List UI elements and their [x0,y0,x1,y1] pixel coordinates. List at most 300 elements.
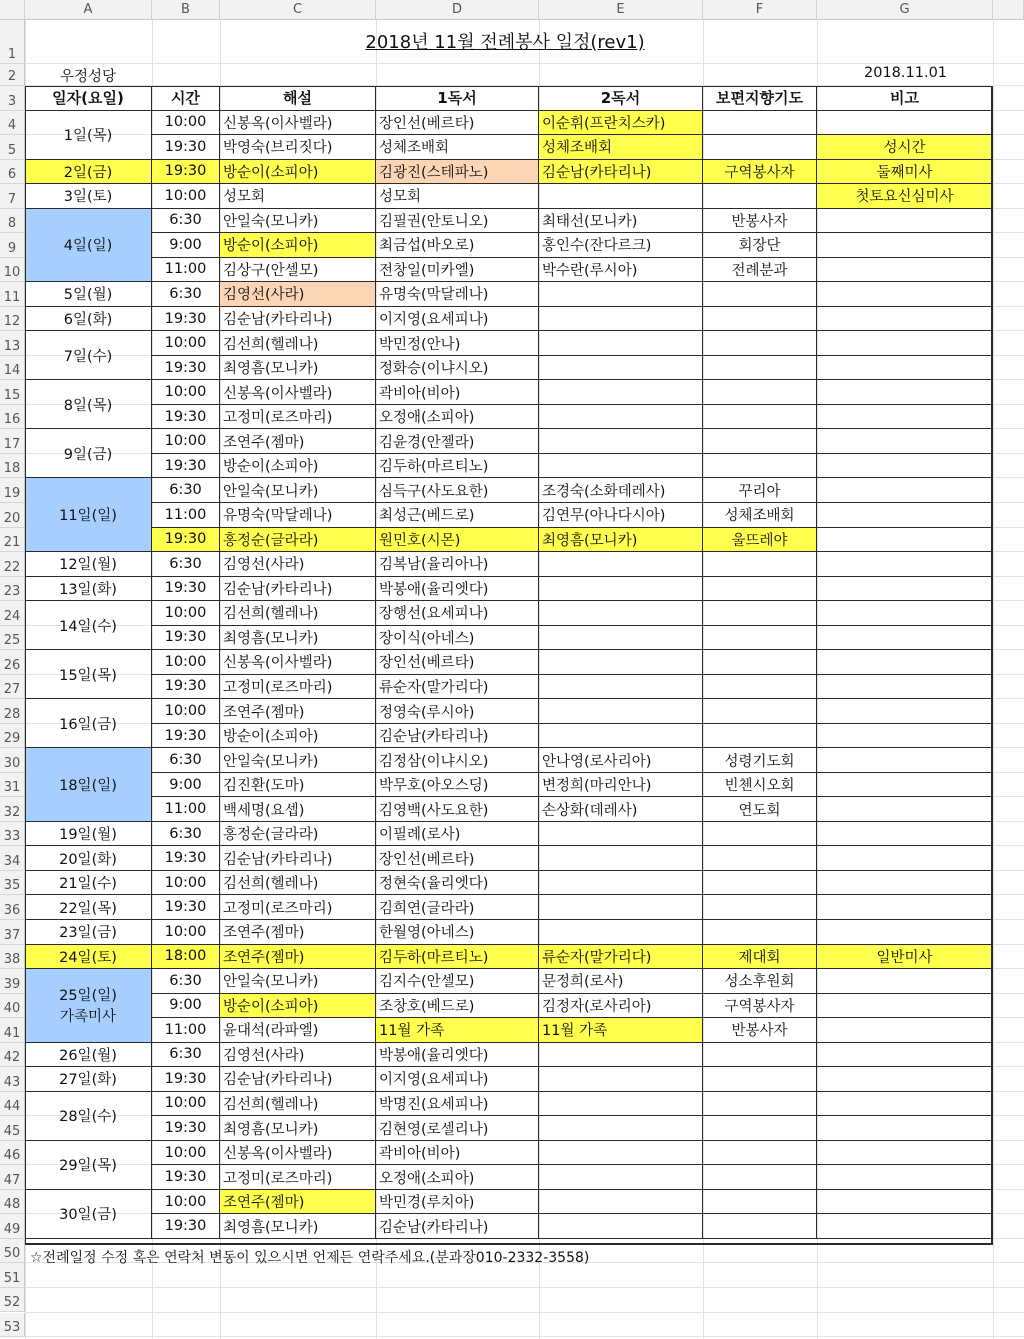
commentary-cell[interactable]: 조연주(젬마) [220,429,376,454]
prayer-group-cell[interactable] [703,577,817,602]
column-header-f[interactable]: F [703,0,817,20]
date-cell[interactable] [25,184,152,209]
date-cell[interactable] [25,1043,152,1068]
note-cell[interactable] [817,822,993,847]
commentary-cell[interactable]: 김선희(헬레나) [220,871,376,896]
time-cell[interactable]: 10:00 [152,380,220,405]
first-reading-cell[interactable]: 김순남(카타리나) [376,724,539,749]
note-cell[interactable] [817,994,993,1019]
prayer-group-cell[interactable]: 전례분과 [703,258,817,283]
first-reading-cell[interactable]: 박민정(안나) [376,331,539,356]
commentary-cell[interactable]: 김선희(헬레나) [220,331,376,356]
row-header[interactable]: 3 [0,86,25,111]
header-date[interactable]: 일자(요일) [25,86,152,111]
row-header[interactable]: 15 [0,380,25,405]
date-cell[interactable] [25,552,152,577]
note-cell[interactable] [817,797,993,822]
prayer-group-cell[interactable] [703,920,817,945]
first-reading-cell[interactable]: 장행선(요세피나) [376,601,539,626]
second-reading-cell[interactable]: 문정희(로사) [539,969,703,994]
second-reading-cell[interactable]: 김순남(카타리나) [539,160,703,185]
note-cell[interactable] [817,1141,993,1166]
second-reading-cell[interactable] [539,626,703,651]
prayer-group-cell[interactable]: 빈첸시오회 [703,773,817,798]
date-cell[interactable] [25,1067,152,1092]
note-cell[interactable] [817,846,993,871]
row-header[interactable]: 45 [0,1116,25,1141]
note-cell[interactable] [817,1043,993,1068]
time-cell[interactable]: 10:00 [152,1190,220,1215]
note-cell[interactable] [817,650,993,675]
prayer-group-cell[interactable] [703,1116,817,1141]
row-header[interactable]: 28 [0,699,25,724]
time-cell[interactable]: 6:30 [152,822,220,847]
commentary-cell[interactable]: 조연주(젬마) [220,1190,376,1215]
time-cell[interactable]: 11:00 [152,258,220,283]
time-cell[interactable]: 6:30 [152,969,220,994]
note-cell[interactable] [817,307,993,332]
second-reading-cell[interactable] [539,822,703,847]
corner-cell[interactable] [0,0,25,20]
date-cell[interactable] [25,601,152,650]
note-cell[interactable] [817,969,993,994]
first-reading-cell[interactable]: 오정애(소피아) [376,405,539,430]
note-cell[interactable] [817,626,993,651]
time-cell[interactable]: 19:30 [152,895,220,920]
row-header[interactable]: 1 [0,20,25,64]
row-header[interactable]: 17 [0,429,25,454]
second-reading-cell[interactable] [539,724,703,749]
prayer-group-cell[interactable] [703,111,817,136]
commentary-cell[interactable]: 최영흠(모니카) [220,356,376,381]
second-reading-cell[interactable] [539,282,703,307]
row-header[interactable]: 7 [0,184,25,209]
time-cell[interactable]: 6:30 [152,282,220,307]
commentary-cell[interactable]: 김순남(카타리나) [220,307,376,332]
prayer-group-cell[interactable] [703,601,817,626]
row-header[interactable]: 22 [0,552,25,577]
first-reading-cell[interactable]: 김현영(로셀리나) [376,1116,539,1141]
first-reading-cell[interactable]: 이지영(요세피나) [376,307,539,332]
second-reading-cell[interactable] [539,577,703,602]
time-cell[interactable]: 10:00 [152,184,220,209]
row-header[interactable]: 47 [0,1165,25,1190]
commentary-cell[interactable]: 고정미(로즈마리) [220,1165,376,1190]
date-cell[interactable] [25,920,152,945]
date-cell[interactable] [25,1141,152,1190]
second-reading-cell[interactable]: 안나영(로사리아) [539,748,703,773]
second-reading-cell[interactable]: 손상화(데레사) [539,797,703,822]
column-header-c[interactable]: C [220,0,376,20]
time-cell[interactable]: 10:00 [152,111,220,136]
row-header[interactable]: 9 [0,233,25,258]
first-reading-cell[interactable]: 전창일(미카엘) [376,258,539,283]
commentary-cell[interactable]: 최영흠(모니카) [220,1214,376,1239]
time-cell[interactable]: 19:30 [152,1067,220,1092]
commentary-cell[interactable]: 조연주(젬마) [220,945,376,970]
commentary-cell[interactable]: 안일숙(모니카) [220,748,376,773]
prayer-group-cell[interactable] [703,1141,817,1166]
row-header[interactable]: 29 [0,724,25,749]
second-reading-cell[interactable] [539,920,703,945]
second-reading-cell[interactable] [539,1214,703,1239]
commentary-cell[interactable]: 김선희(헬레나) [220,601,376,626]
prayer-group-cell[interactable]: 반봉사자 [703,209,817,234]
row-header[interactable]: 50 [0,1239,25,1264]
note-cell[interactable] [817,748,993,773]
column-header-g[interactable]: G [817,0,993,20]
commentary-cell[interactable]: 김진환(도마) [220,773,376,798]
date-cell[interactable] [25,380,152,429]
row-header[interactable]: 40 [0,994,25,1019]
commentary-cell[interactable]: 신봉옥(이사벨라) [220,1141,376,1166]
time-cell[interactable]: 19:30 [152,307,220,332]
date-cell[interactable] [25,282,152,307]
column-header-a[interactable]: A [25,0,152,20]
second-reading-cell[interactable] [539,699,703,724]
row-header[interactable]: 37 [0,920,25,945]
commentary-cell[interactable]: 신봉옥(이사벨라) [220,650,376,675]
second-reading-cell[interactable]: 11월 가족 [539,1018,703,1043]
second-reading-cell[interactable]: 조경숙(소화데레사) [539,478,703,503]
date-cell[interactable] [25,209,152,283]
first-reading-cell[interactable]: 성모회 [376,184,539,209]
row-header[interactable]: 41 [0,1018,25,1043]
note-cell[interactable] [817,601,993,626]
first-reading-cell[interactable]: 정영숙(루시아) [376,699,539,724]
second-reading-cell[interactable] [539,184,703,209]
note-cell[interactable] [817,356,993,381]
prayer-group-cell[interactable] [703,1190,817,1215]
first-reading-cell[interactable]: 박명진(요세피나) [376,1092,539,1117]
second-reading-cell[interactable] [539,454,703,479]
first-reading-cell[interactable]: 김영백(사도요한) [376,797,539,822]
prayer-group-cell[interactable]: 구역봉사자 [703,994,817,1019]
note-cell[interactable] [817,699,993,724]
date-cell[interactable] [25,1092,152,1141]
time-cell[interactable]: 10:00 [152,920,220,945]
time-cell[interactable]: 6:30 [152,209,220,234]
column-header-d[interactable]: D [376,0,539,20]
time-cell[interactable]: 9:00 [152,773,220,798]
row-header[interactable]: 46 [0,1141,25,1166]
commentary-cell[interactable]: 김영선(사라) [220,282,376,307]
column-header-b[interactable]: B [152,0,220,20]
date-cell[interactable] [25,748,152,822]
first-reading-cell[interactable]: 김희연(글라라) [376,895,539,920]
first-reading-cell[interactable]: 김광진(스테파노) [376,160,539,185]
row-header[interactable]: 6 [0,160,25,185]
second-reading-cell[interactable] [539,1141,703,1166]
second-reading-cell[interactable] [539,356,703,381]
prayer-group-cell[interactable] [703,675,817,700]
note-cell[interactable] [817,528,993,553]
prayer-group-cell[interactable]: 구역봉사자 [703,160,817,185]
commentary-cell[interactable]: 안일숙(모니카) [220,209,376,234]
row-header[interactable]: 34 [0,846,25,871]
header-notes[interactable]: 비고 [817,86,993,111]
row-header[interactable]: 43 [0,1067,25,1092]
commentary-cell[interactable]: 김영선(사라) [220,1043,376,1068]
second-reading-cell[interactable] [539,380,703,405]
note-cell[interactable]: 둘째미사 [817,160,993,185]
second-reading-cell[interactable] [539,1067,703,1092]
time-cell[interactable]: 9:00 [152,994,220,1019]
first-reading-cell[interactable]: 한월영(아네스) [376,920,539,945]
second-reading-cell[interactable] [539,331,703,356]
second-reading-cell[interactable] [539,1043,703,1068]
commentary-cell[interactable]: 김선희(헬레나) [220,1092,376,1117]
first-reading-cell[interactable]: 김지수(안셀모) [376,969,539,994]
prayer-group-cell[interactable] [703,552,817,577]
date-cell[interactable] [25,577,152,602]
second-reading-cell[interactable]: 류순자(말가리다) [539,945,703,970]
time-cell[interactable]: 9:00 [152,233,220,258]
note-cell[interactable] [817,503,993,528]
prayer-group-cell[interactable] [703,307,817,332]
commentary-cell[interactable]: 성모회 [220,184,376,209]
first-reading-cell[interactable]: 김정삼(이냐시오) [376,748,539,773]
date-cell[interactable] [25,1190,152,1239]
first-reading-cell[interactable]: 장이식(아네스) [376,626,539,651]
time-cell[interactable]: 19:30 [152,1214,220,1239]
commentary-cell[interactable]: 방순이(소피아) [220,454,376,479]
commentary-cell[interactable]: 방순이(소피아) [220,233,376,258]
prayer-group-cell[interactable] [703,1214,817,1239]
time-cell[interactable]: 6:30 [152,748,220,773]
second-reading-cell[interactable] [539,1190,703,1215]
prayer-group-cell[interactable] [703,331,817,356]
note-cell[interactable] [817,675,993,700]
date-cell[interactable] [25,160,152,185]
note-cell[interactable]: 일반미사 [817,945,993,970]
date-cell[interactable] [25,650,152,699]
note-cell[interactable] [817,478,993,503]
second-reading-cell[interactable] [539,307,703,332]
second-reading-cell[interactable] [539,1165,703,1190]
header-commentary[interactable]: 해설 [220,86,376,111]
row-header[interactable]: 53 [0,1313,25,1338]
time-cell[interactable]: 19:30 [152,160,220,185]
time-cell[interactable]: 10:00 [152,429,220,454]
time-cell[interactable]: 10:00 [152,871,220,896]
prayer-group-cell[interactable] [703,724,817,749]
row-header[interactable]: 35 [0,871,25,896]
first-reading-cell[interactable]: 김순남(카타리나) [376,1214,539,1239]
first-reading-cell[interactable]: 김두하(마르티노) [376,454,539,479]
row-header[interactable]: 39 [0,969,25,994]
row-header[interactable]: 44 [0,1092,25,1117]
date-cell[interactable] [25,895,152,920]
commentary-cell[interactable]: 고정미(로즈마리) [220,675,376,700]
column-header-e[interactable]: E [539,0,703,20]
commentary-cell[interactable]: 박영숙(브리짓다) [220,135,376,160]
first-reading-cell[interactable]: 박봉애(율리엣다) [376,577,539,602]
second-reading-cell[interactable] [539,405,703,430]
prayer-group-cell[interactable]: 연도회 [703,797,817,822]
commentary-cell[interactable]: 김영선(사라) [220,552,376,577]
row-header[interactable]: 13 [0,331,25,356]
commentary-cell[interactable]: 홍정순(글라라) [220,528,376,553]
first-reading-cell[interactable]: 심득구(사도요한) [376,478,539,503]
row-header[interactable]: 5 [0,135,25,160]
first-reading-cell[interactable]: 이지영(요세피나) [376,1067,539,1092]
note-cell[interactable] [817,331,993,356]
first-reading-cell[interactable]: 박민경(루치아) [376,1190,539,1215]
first-reading-cell[interactable]: 이필례(로사) [376,822,539,847]
row-header[interactable]: 24 [0,601,25,626]
note-cell[interactable] [817,209,993,234]
time-cell[interactable]: 18:00 [152,945,220,970]
note-cell[interactable] [817,1165,993,1190]
date-cell[interactable] [25,331,152,380]
row-header[interactable]: 25 [0,626,25,651]
commentary-cell[interactable]: 김순남(카타리나) [220,577,376,602]
date-cell[interactable] [25,307,152,332]
prayer-group-cell[interactable] [703,871,817,896]
time-cell[interactable]: 10:00 [152,1092,220,1117]
row-header[interactable]: 27 [0,675,25,700]
commentary-cell[interactable]: 김순남(카타리나) [220,846,376,871]
prayer-group-cell[interactable] [703,429,817,454]
note-cell[interactable] [817,920,993,945]
row-header[interactable]: 2 [0,64,25,86]
second-reading-cell[interactable] [539,650,703,675]
row-header[interactable]: 32 [0,797,25,822]
note-cell[interactable] [817,577,993,602]
first-reading-cell[interactable]: 곽비아(비아) [376,1141,539,1166]
second-reading-cell[interactable] [539,429,703,454]
prayer-group-cell[interactable] [703,454,817,479]
note-cell[interactable] [817,871,993,896]
time-cell[interactable]: 10:00 [152,650,220,675]
note-cell[interactable]: 성시간 [817,135,993,160]
commentary-cell[interactable]: 조연주(젬마) [220,920,376,945]
prayer-group-cell[interactable]: 제대회 [703,945,817,970]
note-cell[interactable] [817,111,993,136]
time-cell[interactable]: 10:00 [152,601,220,626]
note-cell[interactable] [817,773,993,798]
note-cell[interactable] [817,454,993,479]
commentary-cell[interactable]: 방순이(소피아) [220,994,376,1019]
prayer-group-cell[interactable] [703,1165,817,1190]
prayer-group-cell[interactable] [703,895,817,920]
second-reading-cell[interactable]: 최태선(모니카) [539,209,703,234]
commentary-cell[interactable]: 신봉옥(이사벨라) [220,111,376,136]
second-reading-cell[interactable]: 김연무(아나다시아) [539,503,703,528]
commentary-cell[interactable]: 김순남(카타리나) [220,1067,376,1092]
row-header[interactable]: 23 [0,577,25,602]
row-header[interactable]: 8 [0,209,25,234]
first-reading-cell[interactable]: 원민호(시몬) [376,528,539,553]
prayer-group-cell[interactable]: 성체조배회 [703,503,817,528]
row-header[interactable]: 20 [0,503,25,528]
time-cell[interactable]: 19:30 [152,135,220,160]
note-cell[interactable] [817,380,993,405]
commentary-cell[interactable]: 신봉옥(이사벨라) [220,380,376,405]
prayer-group-cell[interactable] [703,184,817,209]
time-cell[interactable]: 19:30 [152,405,220,430]
commentary-cell[interactable]: 방순이(소피아) [220,724,376,749]
row-header[interactable]: 4 [0,111,25,136]
second-reading-cell[interactable] [539,846,703,871]
prayer-group-cell[interactable]: 반봉사자 [703,1018,817,1043]
row-header[interactable]: 11 [0,282,25,307]
first-reading-cell[interactable]: 류순자(말가리다) [376,675,539,700]
first-reading-cell[interactable]: 성체조배회 [376,135,539,160]
note-cell[interactable] [817,1190,993,1215]
row-header[interactable]: 48 [0,1190,25,1215]
date-cell[interactable] [25,945,152,970]
note-cell[interactable] [817,552,993,577]
note-cell[interactable] [817,1116,993,1141]
second-reading-cell[interactable]: 김정자(로사리아) [539,994,703,1019]
prayer-group-cell[interactable] [703,380,817,405]
second-reading-cell[interactable]: 최영흠(모니카) [539,528,703,553]
first-reading-cell[interactable]: 오정애(소피아) [376,1165,539,1190]
date-cell[interactable] [25,478,152,552]
date-cell[interactable] [25,429,152,478]
row-header[interactable]: 18 [0,454,25,479]
second-reading-cell[interactable]: 이순휘(프란치스카) [539,111,703,136]
note-cell[interactable] [817,282,993,307]
first-reading-cell[interactable]: 11월 가족 [376,1018,539,1043]
commentary-cell[interactable]: 고정미(로즈마리) [220,895,376,920]
row-header[interactable]: 38 [0,945,25,970]
row-header[interactable]: 52 [0,1288,25,1313]
prayer-group-cell[interactable]: 성령기도회 [703,748,817,773]
prayer-group-cell[interactable] [703,1067,817,1092]
time-cell[interactable]: 19:30 [152,577,220,602]
second-reading-cell[interactable]: 변정희(마리안나) [539,773,703,798]
note-cell[interactable] [817,233,993,258]
time-cell[interactable]: 19:30 [152,1116,220,1141]
second-reading-cell[interactable] [539,871,703,896]
commentary-cell[interactable]: 방순이(소피아) [220,160,376,185]
prayer-group-cell[interactable] [703,699,817,724]
time-cell[interactable]: 19:30 [152,1165,220,1190]
prayer-group-cell[interactable] [703,822,817,847]
commentary-cell[interactable]: 최영흠(모니카) [220,626,376,651]
time-cell[interactable]: 10:00 [152,699,220,724]
commentary-cell[interactable]: 안일숙(모니카) [220,478,376,503]
date-cell[interactable] [25,822,152,847]
row-header[interactable]: 10 [0,258,25,283]
commentary-cell[interactable]: 조연주(젬마) [220,699,376,724]
time-cell[interactable]: 11:00 [152,797,220,822]
commentary-cell[interactable]: 백세명(요셉) [220,797,376,822]
header-second-reading[interactable]: 2독서 [539,86,703,111]
prayer-group-cell[interactable]: 울뜨레야 [703,528,817,553]
first-reading-cell[interactable]: 김윤경(안젤라) [376,429,539,454]
first-reading-cell[interactable]: 최성근(베드로) [376,503,539,528]
row-header[interactable]: 42 [0,1043,25,1068]
prayer-group-cell[interactable]: 회장단 [703,233,817,258]
first-reading-cell[interactable]: 김두하(마르티노) [376,945,539,970]
first-reading-cell[interactable]: 장인선(베르타) [376,846,539,871]
first-reading-cell[interactable]: 유명숙(막달레나) [376,282,539,307]
note-cell[interactable]: 첫토요신심미사 [817,184,993,209]
first-reading-cell[interactable]: 장인선(베르타) [376,111,539,136]
row-header[interactable]: 49 [0,1214,25,1239]
note-cell[interactable] [817,1018,993,1043]
second-reading-cell[interactable]: 박수란(루시아) [539,258,703,283]
first-reading-cell[interactable]: 최금섭(바오로) [376,233,539,258]
date-cell[interactable] [25,871,152,896]
prayer-group-cell[interactable] [703,135,817,160]
first-reading-cell[interactable]: 정현숙(율리엣다) [376,871,539,896]
time-cell[interactable]: 19:30 [152,675,220,700]
